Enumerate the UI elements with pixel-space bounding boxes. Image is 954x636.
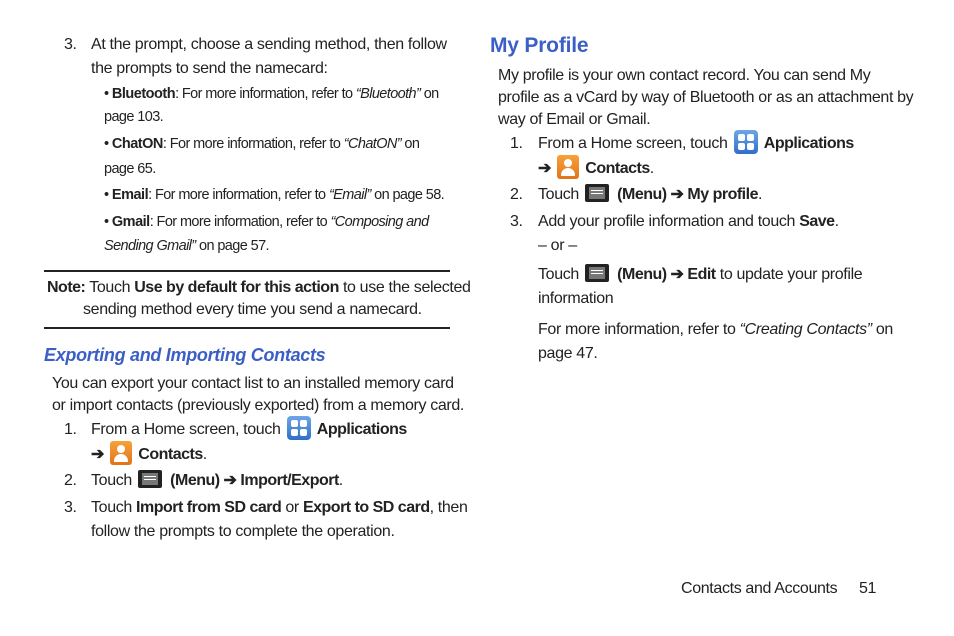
- note-bottom-rule: [44, 327, 450, 329]
- bullet-chaton-line-2: page 65.: [104, 161, 156, 177]
- export-step-2-number: 2.: [64, 472, 77, 489]
- bullet-gmail-line-2: Sending Gmail” on page 57.: [104, 238, 269, 254]
- profile-step-3-number: 3.: [510, 213, 523, 230]
- profile-step-1-number: 1.: [510, 135, 523, 152]
- export-step-3: Touch Import from SD card or Export to SD card, then: [91, 499, 468, 516]
- profile-step-2: Touch (Menu) ➔ My profile.: [538, 183, 762, 207]
- export-para-line-2: or import contacts (previously exported) from a memory card.: [52, 397, 465, 414]
- profile-step-1-line-2: ➔ Contacts.: [538, 157, 654, 181]
- export-step-1: From a Home screen, touch Applications: [91, 418, 407, 442]
- contacts-icon: [557, 155, 579, 179]
- profile-alt-step: Touch (Menu) ➔ Edit to update your profile: [538, 263, 862, 287]
- export-step-2: Touch (Menu) ➔ Import/Export.: [91, 469, 343, 493]
- export-step-1-number: 1.: [64, 421, 77, 438]
- profile-para-line-3: way of Email or Gmail.: [498, 111, 651, 128]
- menu-icon: [585, 184, 609, 202]
- contacts-icon: [110, 441, 132, 465]
- profile-step-2-number: 2.: [510, 186, 523, 203]
- step-3-number: 3.: [64, 36, 77, 53]
- profile-para-line-1: My profile is your own contact record. You can send My: [498, 67, 871, 84]
- my-profile-heading: My Profile: [490, 34, 589, 57]
- footer-page-number: 51: [859, 580, 877, 597]
- note-line-1: Note: Touch Use by default for this action to use the selected: [47, 279, 471, 296]
- export-import-heading: Exporting and Importing Contacts: [44, 345, 326, 365]
- bullet-gmail: • Gmail: For more information, refer to “Composing and: [104, 214, 429, 230]
- export-step-3-number: 3.: [64, 499, 77, 516]
- export-step-1-line-2: ➔ Contacts.: [91, 443, 207, 467]
- profile-more-info-line-2: page 47.: [538, 345, 598, 362]
- bullet-bluetooth-line-2: page 103.: [104, 109, 164, 125]
- profile-para-line-2: profile as a vCard by way of Bluetooth or as an attachment by: [498, 89, 914, 106]
- note-top-rule: [44, 270, 450, 272]
- profile-alt-step-line-2: information: [538, 290, 614, 307]
- profile-step-1: From a Home screen, touch Applications: [538, 132, 854, 156]
- bullet-chaton: • ChatON: For more information, refer to “ChatON” on: [104, 136, 420, 152]
- step-3-line-1: At the prompt, choose a sending method, then follow: [91, 36, 447, 53]
- profile-step-3: Add your profile information and touch Save.: [538, 213, 839, 230]
- export-para-line-1: You can export your contact list to an installed memory card: [52, 375, 454, 392]
- step-3-line-2: the prompts to send the namecard:: [91, 60, 328, 77]
- bullet-email: • Email: For more information, refer to “Email” on page 58.: [104, 187, 445, 203]
- note-line-2: sending method every time you send a namecard.: [83, 301, 422, 318]
- or-separator: – or –: [538, 237, 577, 254]
- bullet-bluetooth: • Bluetooth: For more information, refer to “Bluetooth” on: [104, 86, 439, 102]
- menu-icon: [138, 470, 162, 488]
- footer-section-title: Contacts and Accounts: [681, 580, 838, 597]
- menu-icon: [585, 264, 609, 282]
- applications-icon: [287, 416, 311, 440]
- profile-more-info: For more information, refer to “Creating Contacts” on: [538, 321, 893, 338]
- applications-icon: [734, 130, 758, 154]
- export-step-3-line-2: follow the prompts to complete the operation.: [91, 523, 395, 540]
